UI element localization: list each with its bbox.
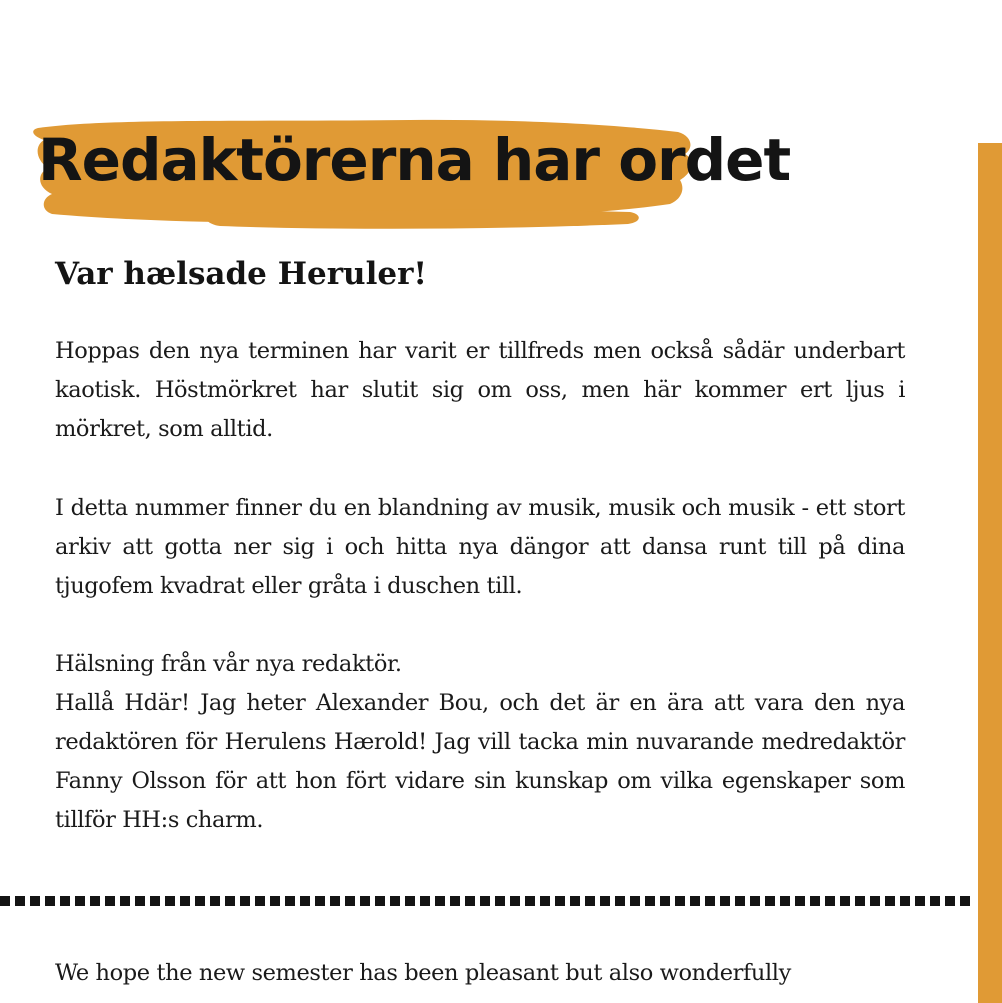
accent-side-bar <box>978 143 1002 1003</box>
paragraph-greeting-new-editor: Hälsning från vår nya redaktör. <box>55 651 402 677</box>
brush-stroke-tail <box>206 210 639 229</box>
paragraph-issue-content: I detta nummer finner du en blandning av musik, musik och musik - ett stort arkiv att gotta ner sig i och hitta nya dängor att dansa runt till på dina tjugofem kvadrat eller gråta i duschen till. <box>55 495 905 599</box>
page-title: Redaktörerna har ordet <box>38 126 791 194</box>
title-block <box>30 110 791 240</box>
greeting-heading: Var hælsade Heruler! <box>55 256 428 292</box>
paragraph-english-intro: We hope the new semester has been pleasant but also wonderfully <box>55 960 791 986</box>
paragraph-new-editor: Hallå Hdär! Jag heter Alexander Bou, och det är en ära att vara den nya redaktören för Herulens Hærold! Jag vill tacka min nuvarande medredaktör Fanny Olsson för att hon fört vidare sin kunskap om vilka egenskaper som tillför HH:s charm. <box>55 690 905 833</box>
paragraph-intro: Hoppas den nya terminen har varit er tillfreds men också sådär underbart kaotisk. Höstmörkret har slutit sig om oss, men här kommer ert ljus i mörkret, som alltid. <box>55 338 905 442</box>
dotted-divider <box>0 896 972 906</box>
